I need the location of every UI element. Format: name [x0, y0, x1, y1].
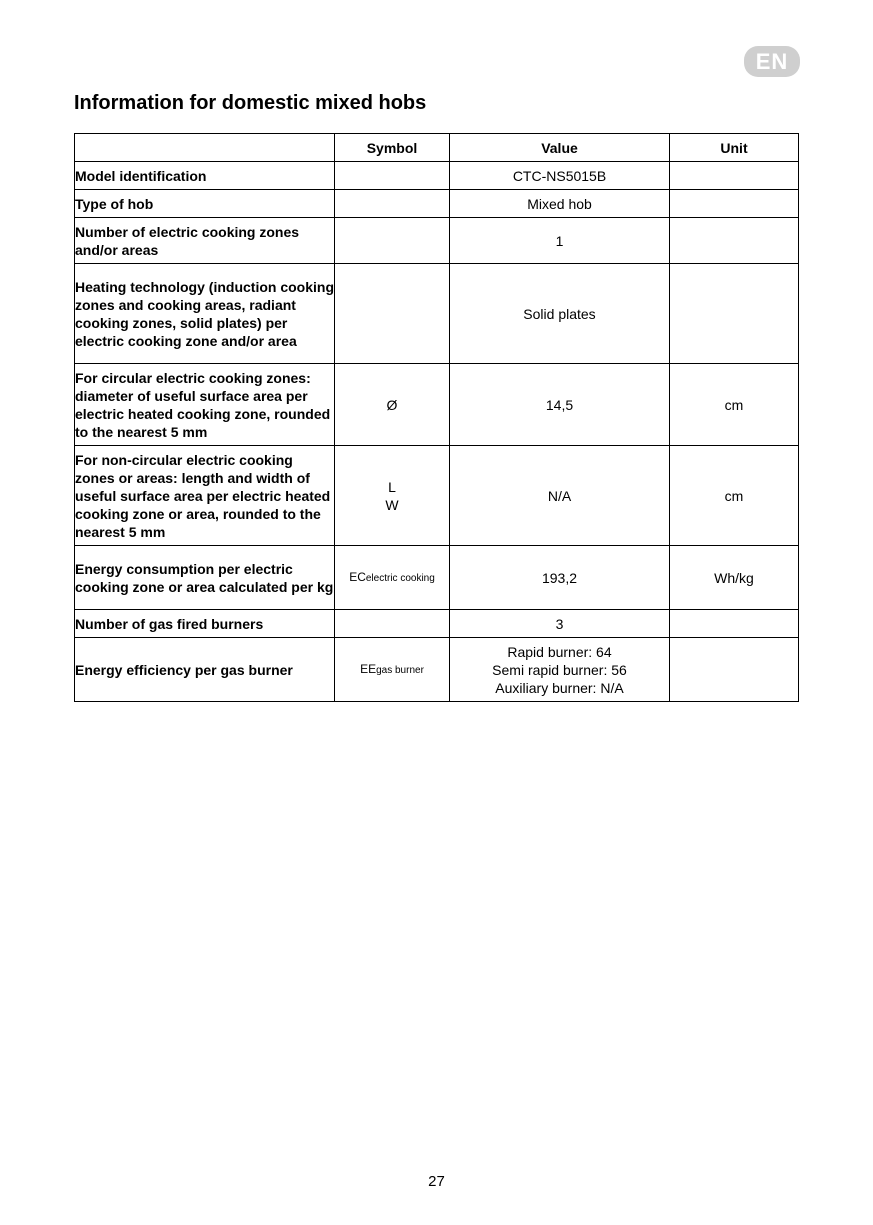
row-parameter: Type of hob — [75, 190, 335, 218]
row-symbol: Ø — [335, 364, 450, 446]
symbol-main: EE — [360, 661, 377, 676]
row-value: 1 — [450, 218, 670, 264]
row-value: 193,2 — [450, 546, 670, 610]
row-symbol — [335, 638, 450, 702]
row-parameter: Number of gas fired burners — [75, 610, 335, 638]
table-row — [75, 162, 799, 190]
page-title: Information for domestic mixed hobs — [74, 92, 427, 114]
header-symbol: Symbol — [335, 134, 450, 162]
symbol-width: W — [385, 496, 399, 513]
row-parameter: Energy efficiency per gas burner — [75, 638, 335, 702]
table-row — [75, 610, 799, 638]
row-parameter: Model identification — [75, 162, 335, 190]
table-row — [75, 638, 799, 702]
row-value: Mixed hob — [450, 190, 670, 218]
hob-information-table — [74, 133, 799, 702]
row-unit — [670, 638, 799, 702]
row-unit: cm — [670, 446, 799, 546]
table-row — [75, 364, 799, 446]
row-symbol — [335, 446, 450, 546]
page-number: 27 — [428, 1173, 445, 1190]
row-value: N/A — [450, 446, 670, 546]
row-parameter: For non-circular electric cooking zones or areas: length and width of useful surface area per electric heated cooking zone or area, rounded to the nearest 5 mm — [75, 446, 335, 546]
value-semi-rapid-burner: Semi rapid burner: 56 — [492, 661, 627, 678]
header-value: Value — [450, 134, 670, 162]
language-badge: EN — [744, 46, 800, 77]
row-unit: cm — [670, 364, 799, 446]
symbol-main: EC — [349, 569, 366, 584]
row-value — [450, 638, 670, 702]
row-unit — [670, 610, 799, 638]
table-header-row — [75, 134, 799, 162]
row-parameter: For circular electric cooking zones: diameter of useful surface area per electric heated cooking zone, rounded to the nearest 5 mm — [75, 364, 335, 446]
symbol-subscript: electric cooking — [365, 572, 435, 584]
row-symbol — [335, 610, 450, 638]
row-symbol — [335, 190, 450, 218]
row-value: Solid plates — [450, 264, 670, 364]
row-unit — [670, 162, 799, 190]
table-row — [75, 190, 799, 218]
row-unit — [670, 218, 799, 264]
table-row — [75, 546, 799, 610]
symbol-subscript: gas burner — [376, 664, 424, 676]
row-value: CTC-NS5015B — [450, 162, 670, 190]
row-unit — [670, 190, 799, 218]
row-unit — [670, 264, 799, 364]
row-symbol — [335, 264, 450, 364]
header-unit: Unit — [670, 134, 799, 162]
row-parameter: Energy consumption per electric cooking zone or area calculated per kg — [75, 546, 335, 610]
value-rapid-burner: Rapid burner: 64 — [507, 643, 612, 660]
row-symbol — [335, 218, 450, 264]
header-parameter — [75, 134, 335, 162]
row-symbol — [335, 546, 450, 610]
row-symbol — [335, 162, 450, 190]
symbol-length: L — [388, 478, 396, 495]
row-value: 14,5 — [450, 364, 670, 446]
table-row — [75, 218, 799, 264]
table-row — [75, 446, 799, 546]
value-auxiliary-burner: Auxiliary burner: N/A — [495, 679, 624, 696]
table-row — [75, 264, 799, 364]
row-unit: Wh/kg — [670, 546, 799, 610]
row-value: 3 — [450, 610, 670, 638]
row-parameter: Heating technology (induction cooking zones and cooking areas, radiant cooking zones, solid plates) per electric cooking zone and/or area — [75, 264, 335, 364]
row-parameter: Number of electric cooking zones and/or areas — [75, 218, 335, 264]
